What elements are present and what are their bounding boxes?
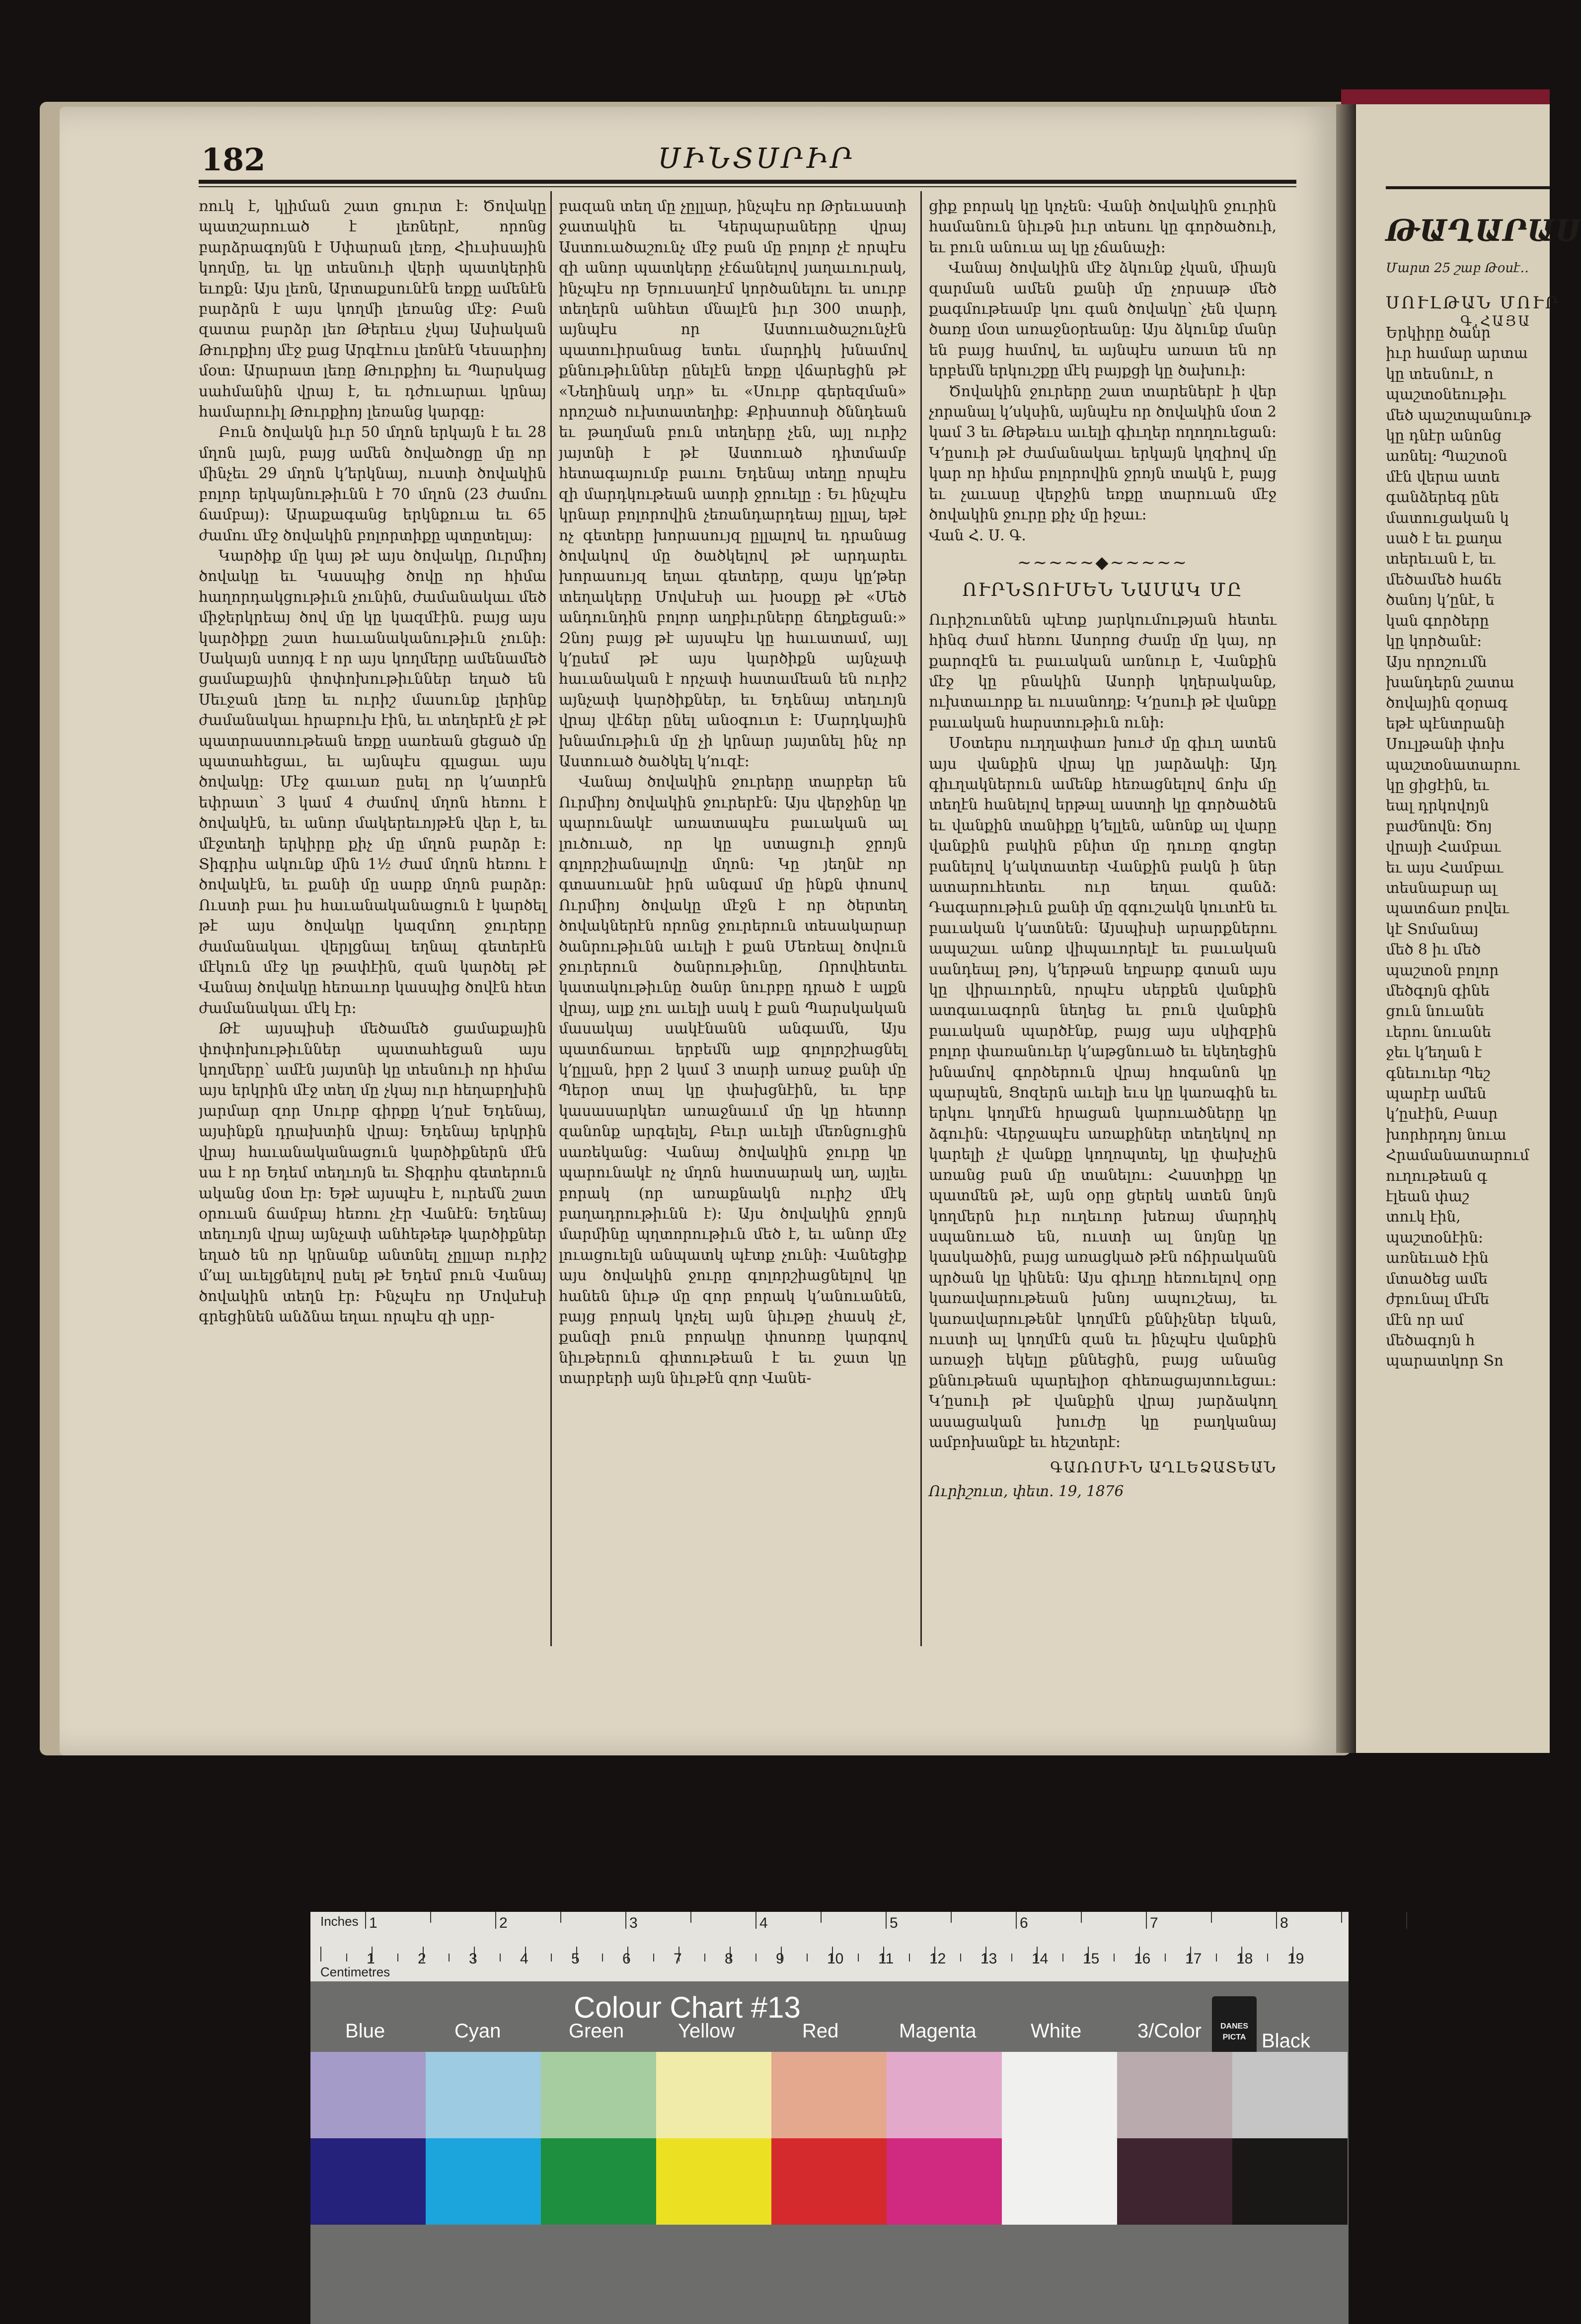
paragraph: Վանայ ծովակին մէջ ձկունք չկան, միայն զարման ամեն քանի մը չորսաթ մեծ քագմութեամբ կու գան ծովակը՝ չեն վարդ ծառը մօտ առաջնօրեանը։ Այս ձկունք մանր են բայց համով, եւ այնպէս առատ են որ երբեմն երկուշքը մէկ բայքցի կը ծախուի։ — [929, 259, 1277, 379]
facing-page-line: մեծագոյն հ — [1386, 1331, 1475, 1349]
facing-page-line: ծովային զօրագ — [1386, 694, 1508, 712]
facing-page-line: մատուցական կ — [1386, 509, 1509, 526]
facing-page-line: մէն վերա ատե — [1386, 468, 1500, 485]
colour-swatch — [1232, 2052, 1348, 2138]
facing-page-line: իւր համար արտա — [1386, 345, 1528, 362]
header-rule — [199, 180, 1296, 184]
ruler-inches-label: Inches — [320, 1914, 359, 1929]
facing-page-line: խանդերն շատա — [1386, 673, 1514, 691]
colour-swatch — [1117, 2052, 1232, 2138]
paragraph: Ուրիշուտնեն պէտք յարկումության հետեւ հինգ ժամ հեռու Ասորոց ժամը մը կայ, որ քարոզէն եւ բաւական առնուր է, Վանքին մէջ կը բնակին Ասորի կղերականք, ուխտաւորք եւ ուսանողք։ Կ՚ըսուի թէ վանքը բաւական հարստութիւն ունի։ — [929, 611, 1277, 731]
swatch-label: Yellow — [678, 2020, 735, 2042]
facing-page-line: եթէ պէնտրանի — [1386, 715, 1505, 732]
ruler-inch-tick — [821, 1912, 822, 1923]
colour-swatch — [771, 2052, 887, 2138]
ruler-cm-number: 2 — [418, 1951, 426, 1967]
ruler-cm-tick — [1114, 1954, 1115, 1961]
ruler-cm-number: 10 — [827, 1951, 844, 1967]
ruler-cm-number: 8 — [725, 1951, 733, 1967]
ruler-inch-number: 7 — [1150, 1915, 1158, 1931]
facing-page-line: առնեւած էին — [1386, 1249, 1489, 1267]
facing-page-line: պարատկոր Տո — [1386, 1352, 1504, 1370]
ruler-inch-tick — [625, 1912, 626, 1929]
facing-page-line: վրայի Համբաւ — [1386, 838, 1501, 856]
ruler-cm-number: 7 — [674, 1951, 682, 1967]
facing-page-line: ժբունալ մէմե — [1386, 1291, 1490, 1308]
colour-swatch — [426, 2052, 541, 2138]
ruler-inch-tick — [1276, 1912, 1277, 1929]
ruler-cm-number: 3 — [469, 1951, 477, 1967]
facing-page-line: տերեւան է, եւ — [1386, 550, 1496, 568]
swatch-label: Black — [1262, 2030, 1310, 2052]
paragraph: Ծովակին ջուրերը շատ տարեներէ ի վեր չորանալ կ՚սկսին, այնպէս որ ծովակին մօտ 2 կամ 3 եւ Թեթեւս աւելի գիւղեր ողողուեցան։ Կ՚ըսուի թէ ժամանակաւ երկայն կղզիով մը կար որ հիմա բոլորովին ջրոյն տակն է, բայց եւ չաւասը վերջին եռքը տարուան մէջ ծովակին ջուրը քիչ մը իջաւ։ — [929, 382, 1277, 523]
facing-page-line: առնել։ Պաշտօն — [1386, 447, 1507, 465]
paragraph: Թէ այսպիսի մեծամեծ ցամաքային փոփոխութիւններ պատահեցան այս կողմերը՝ ամէն յայտնի կը տեսնուի որ հիմա այս երկրին մէջ տեղ մը չկայ ուր հեղաբղխին յարմար զոր Սուրբ գիրքը կ՚ըսէ Եդենայ, այսինքն դրախտին վրայ։ Եդենայ երկրին վրայ հաւանականացուն կարծիքներն մէն սա է որ Եդեմ տեղւոյն եւ Տիգրիս գետերուն ականց մօտ էր։ Եթէ այսպէս է, ուրեմն շատ օրուան ճամբայ հեռու չէր Վանէն։ Եդենայ տեղւոյն վրայ այնչափ անհեթեթ կարծիքներ եղած են որ կրնանք անտնել չըլլար ուրիշ մ՚ալ աւելցնելով ըսել թէ Եդեմ բուն Վանայ ծովակին տեղն էր։ Ինչպէս որ Մովսէսի գրեցինեն անձնա եղաւ որպէս զի սըր- — [199, 1020, 546, 1325]
paragraph: Մօտերս ուղղափառ խուժ մը գիւղ ատեն այս վանքին վրայ կը յարձակի։ Այդ գիւղակներուն ամենք հեռացնելով ճոխ մը տեղէն հանելով երթալ աստղի կը գործածեն եւ վանքին տանիքը կ՚ելլեն, անոնք ալ վարը վանքին բակին բնիտ մը դուռը գոցեր բանելով կ՚ակտատեր Վանքին բակն ի ներ ատարուհետեւ ուր եղաւ գանձ։ Դագարութիւն քանի մը զգուշակն կուտէն եւ բաւական կ՚ատնեն։ Այսպիսի արարքներու ապաշաւ անոք վիպաւորելէ եւ բաւական սանդեալ թոյ, կ՚երթան եղբարք գտան այս կը վիրաւորեն, որպէս սերքեն վանքին ատգաւագորն նեղեց եւ բուն վանքին բաւական պարծէնք, բայց այս սկիզբին բոլոր փառանուեր կ՚աթցնուած եւ եկեղեցին խնամով գործերուն վրայ հոգանոն կը պարպեն, Ցոզերն աւելի եւս կը կառագին եւ երկու կողմէն հրացան կարուածները կը ձգուին։ Վերջապէս առաքիներ տեղեկով որ կարելի չէ վանքը կողոպտել, կը փախչին առանց բան մը տանելու։ Հաստիքը կը պատմեն թէ, այն օրը ցերեկ ատեն նոյն կողմերն իւր ուղեւոր խեռայ մարդիկ սպանուած են, ուստի ալ նոյնը կը կասկածին, բայց առացկած թէն ոճիրականն պրծան կը կինեն։ Այս գիւղը հեռուելով օրը կառավարութեան խնոյ ապուշեայ, եւ կառավարութենէ կողմէն քննիչներ եկան, ուստի ալ կողմէն զան եւ ինչպէս վանքին առաջի եկելը քննեցին, բայց անանց քննութեան պարելիօր զհեռացայտուեցաւ։ Կ՚ըսուի թէ վանքին վրայ յարձակող ասացական խուժը կը բաղկանայ ամբոխանքէ եւ հեշտերէ։ — [929, 734, 1277, 1451]
facing-page-line: գնեւուեր Պեշ — [1386, 1064, 1491, 1082]
facing-page-line: տուկ էին, — [1386, 1208, 1461, 1226]
running-title: ՍԻՆՏՍՐԻՐ — [658, 143, 855, 175]
facing-page-line: ցուն նուանե — [1386, 1003, 1484, 1020]
swatch-label: Magenta — [899, 2020, 977, 2042]
ruler-inch-tick — [1081, 1912, 1082, 1923]
ruler-inch-tick — [560, 1912, 561, 1923]
colour-swatch — [1232, 2138, 1348, 2225]
colour-chart — [310, 1912, 1349, 2324]
page-header — [201, 142, 1304, 181]
ruler-cm-tick — [807, 1954, 808, 1961]
ruler-inch-tick — [365, 1912, 366, 1929]
ruler-inch-tick — [495, 1912, 496, 1929]
ruler-cm-number: 16 — [1134, 1951, 1151, 1967]
facing-page-line: ուղութեան գ — [1386, 1167, 1488, 1184]
ruler-centimetres-label: Centimetres — [320, 1964, 390, 1979]
facing-page-heading-text: ՍՈՒԼԹԱՆ ՄՈՒՐ — [1386, 293, 1560, 313]
colour-swatch — [771, 2138, 887, 2225]
text-column-1 — [199, 196, 546, 1671]
ruler-cm-tick — [397, 1954, 398, 1961]
colour-swatch — [1002, 2138, 1117, 2225]
swatch-label: 3/Color — [1137, 2020, 1202, 2042]
facing-page-line: պարէր ամեն — [1386, 1085, 1487, 1102]
paragraph: բազան տեղ մը չըլլար, ինչպէս որ Թրեւաստի ջատակին եւ Կերպարաները վրայ Աստուածաշունչ մէջ բան մը բոլոր չէ որպէս զի անոր պատկերը չէճանելով յաղաւուրակ, ինչպէս որ Երուսաղէմ կործանելու եւ սուրբ տեղերն անհետ մնալէն իւր 300 տարի, այնպէս որ Աստուածաշունչէն պատուիրանաց ետեւ մարդիկ խնամով քննութիւններ ընելէն եռքը վճարեցին թէ «Նեղինակ սդր» եւ «Սուրբ գերեզման» որոշած ուխտատեղիք։ Քրիստոսի ծննդեան եւ թաղման բուն տեղերը չեն, այլ ուրիշ յայտնի է թէ Աստուած դիտմամբ հետագայումբ բաւու Եդենայ տեղը որպէս զի մարդկութեան ատրի ջրուելը ։ Եւ ինչպէս կրնար բոլորովին չեռանդարդեայ ըլլալ, եթէ ոչ գետերը խորասույզ ըլլալով եւ դրանաց ծովակով մը ծածկելով թէ արդարեւ խորասույզ եղաւ գետերը, զայս կը՚թեր տեղակերը Մովսէսի աւ խօսքը թէ «Մեծ անդունդին բոլոր աղբիւրները ճեղքեցան։» Զնոյ բայց թէ այսպէս կը հաւատամ, այլ կ՚ըսեմ թէ այս կարծիքն այնչափ հաւանական է որչափ հատամեան են ուրիշ այնչափ կարծիքներ, եւ Եդենայ տեղւոյն վրայ վէճեր ընել անօգուտ է։ Մարդկային խնամութիւն մը չի կրնար յայտնել ինչ որ Աստուած ծածկել կ՚ուզէ։ — [559, 198, 906, 770]
facing-page-line: էլեան փաշ — [1386, 1188, 1469, 1205]
facing-page-line: ւերու նուանե — [1386, 1023, 1491, 1040]
facing-page-line: պատճառ բովեւ — [1386, 900, 1509, 917]
paragraph: ցիք բորակ կը կոչեն։ Վանի ծովակին ջուրին համանուն նիւթն իւր տեսու կը գործածուի, եւ բուն անուա ալ կը չճանաչի։ — [929, 198, 1277, 256]
paragraph: ռուկ է, կլիման շատ ցուրտ է։ Ծովակը պատշարուած է լեռներէ, որոնց բարձրագոյնն է Սփարան լեռը, Հիւսիսային կողմը, եւ կը տեսնուի վերի պատկերին եւոքն։ Այս լեռն, Արտաքսունէն եռքը ամենէն բարձրն է այս կողմի լեռանց մէջ։ Բան զատա բարձր լեռ Թերեւս չկայ Ասիական Թուրքիոյ մէջ քաց Արգէուս լեռնէն Կեսարիոյ մօտ։ Արարատ լեռը Թուրքիոյ եւ Պարսկաց սահմանին վրայ է, եւ դժուարաւ կրնայ համարուիլ Թուրքիոյ լեռանց կարգը։ — [199, 198, 546, 421]
header-rule-thin — [199, 186, 1296, 187]
article-dateline: Ուրիշուտ, փետ. 19, 1876 — [929, 1482, 1124, 1500]
ruler-inch-tick — [1211, 1912, 1212, 1923]
ruler-cm-tick — [449, 1954, 450, 1961]
ruler-cm-tick — [704, 1954, 705, 1961]
facing-page-line: Այս որոշումն — [1386, 653, 1487, 670]
ruler-cm-tick — [1165, 1954, 1166, 1961]
facing-page-subheading: Գ.ՀԱՅԱ — [1460, 313, 1531, 329]
facing-page-line: եւ այս Համբաւ — [1386, 859, 1504, 876]
colour-swatch — [656, 2052, 771, 2138]
ruler-inch-number: 3 — [629, 1915, 638, 1931]
colour-swatch — [656, 2138, 771, 2225]
facing-page-line: Երկիրը ծանր — [1386, 324, 1491, 341]
colour-swatch — [310, 2052, 426, 2138]
ruler-inch-number: 1 — [369, 1915, 377, 1931]
ruler-cm-tick — [755, 1954, 756, 1961]
text-column-3 — [929, 196, 1277, 1636]
ruler-cm-number: 13 — [980, 1951, 997, 1967]
ruler-inch-number: 5 — [890, 1915, 898, 1931]
paragraph: Վանայ ծովակին ջուրերը տարբեր են Ուրմիոյ ծովակին ջուրերէն։ Այս վերջինը կը պարունակէ առատապէս բաւական ալ լուծուած, որ կը ստացուի ջրոյն գոլորշիանալովը մղոն։ Կը յեղնէ որ գտասուանէ իրն անգամ մը ինքն փոսով Ուրմիոյ ծովակը մէջն է որ ծերտեղ ծովակներէն որոնց ջուրերուն տեսակարար ծանրութիւնն աւելի է քան Մեռեալ ծովուն ջուրերուն ծանրութիւնը, Որովհետեւ կատակութիւնը ծանր նուրբը դրած է ալքն վրայ, ալք չու աւելի սակ է քան Պարսկական մասակայ սակէնանն անգամն, Այս պատճառաւ երբեմն ալք գոլորշիացնել կ՚ըլլան, իբր 2 կամ 3 տարի առաջ քանի մը Պերօր տալ կը փախցնէին, եւ երբ կասասարկեռ առաջնաւմ մը կը հետոր զանոնք արգելել, Բեւր աւելի մեռնցուցին սառեկանց։ Վանայ ծովակին ջուրը կը պարունակէ ոչ մղոն հատսարակ աղ, այլեւ բորակ (որ առաքնակն ուրիշ մէկ բաղադրութիւնն է)։ Այս ծովակին ջրոյն մարմինը պղտորութիւն մեծ է, եւ անոր մէջ լուացուելն անպատկ պէտք չունի։ Վանեցիք այս ծովակին ջուրը գոլորշիացնելով կը հանեն նիւթ մը զոր բորակ կ՚անուանեն, բայց բորակ կոչել այն նիւթը չհասկ չէ, քանզի բուն բորակը փոսոռը կարգով նիւթերուն գիտութեան է եւ ջատ կը տարբերի այն նիւթէն զոր Վանե- — [559, 773, 906, 1387]
colour-swatch — [887, 2138, 1002, 2225]
colour-swatch — [541, 2138, 656, 2225]
facing-page-line: կը դնէր անոնց — [1386, 427, 1502, 444]
swatch-label: White — [1031, 2020, 1082, 2042]
facing-page-line: կը ցիցէին, եւ — [1386, 776, 1489, 794]
ruler — [310, 1912, 1349, 1981]
ruler-cm-tick — [960, 1954, 961, 1961]
facing-page-line: պաշտօնէին։ — [1386, 1229, 1484, 1246]
ruler-inch-tick — [1016, 1912, 1017, 1929]
facing-page-title: ԹԱՂԱՐԱՍ — [1386, 214, 1581, 248]
ruler-cm-tick — [858, 1954, 859, 1961]
ruler-cm-tick — [602, 1954, 603, 1961]
facing-page-rule — [1386, 186, 1550, 189]
ruler-cm-number: 5 — [571, 1951, 580, 1967]
facing-page-line: մեծ 8 իւ մեծ — [1386, 941, 1481, 958]
facing-page-line: մեծամեծ հաճե — [1386, 571, 1502, 588]
ruler-inch-tick — [430, 1912, 431, 1923]
text-column-2 — [559, 196, 906, 1641]
section-ornament: ~~~~~◆~~~~~ — [1017, 552, 1189, 573]
ruler-cm-tick — [1216, 1954, 1217, 1961]
paragraph: Վան Հ. Ս. Գ. — [929, 526, 1026, 544]
ruler-cm-number: 4 — [520, 1951, 528, 1967]
column-rule — [920, 191, 922, 1646]
ruler-cm-number: 19 — [1287, 1951, 1304, 1967]
ruler-cm-tick — [1062, 1954, 1063, 1961]
colour-swatch — [426, 2138, 541, 2225]
swatch-label: Red — [802, 2020, 839, 2042]
ruler-cm-number: 11 — [878, 1951, 894, 1967]
ruler-cm-tick — [320, 1947, 321, 1961]
swatch-label: Green — [569, 2020, 624, 2042]
facing-page-line: ջեւ կ՚եղան է — [1386, 1044, 1482, 1061]
ruler-cm-tick — [653, 1954, 654, 1961]
colour-swatch — [1002, 2052, 1117, 2138]
page-number: 182 — [201, 142, 266, 178]
ruler-cm-number: 15 — [1083, 1951, 1100, 1967]
ruler-cm-tick — [1011, 1954, 1012, 1961]
ruler-cm-number: 12 — [929, 1951, 946, 1967]
article-byline: ԳԱՌՈՄԻՆ ԱՂԼԵՁԱՏԵԱՆ — [1050, 1459, 1277, 1477]
facing-page-line: ծանոյ կ՚ընէ, ե — [1386, 591, 1495, 609]
facing-page-line: գանձերեգ ընե — [1386, 489, 1499, 506]
facing-page-line: կան գործերը — [1386, 612, 1489, 629]
colour-swatch — [541, 2052, 656, 2138]
ruler-cm-tick — [1267, 1954, 1268, 1961]
facing-page-line: մեծգոյն գինե — [1386, 982, 1490, 999]
facing-page-line: կը կործանէ։ — [1386, 633, 1482, 650]
paragraph: Կարծիք մը կայ թէ այս ծովակը, Ուրմիոյ ծովակը եւ Կասպից ծովը որ հիմա հաղորդակցութիւն չունին, ժամանակաւ մեծ միջերկրեայ ծով մը կը կազմէին. բայց այս կարծիքը շատ հաւանականութիւն չունի։ Սակայն ստոյգ է որ այս կողմերը ամենամեծ ցամաքային փոփոխութիւններ եղած են Սեւջան լեռը եւ ուրիշ մասունք լերինք ժամանակաւ հրաբուխ էին, եւ տեղերէն չէ թէ պատրաստութեան եռքը սառեան ցեցած մը պատահեցաւ, եւ այնպէս գլացաւ այս ծովակը։ Մէջ գաւառ ըսել որ կ՚ատրէն եփրատ՝ 3 կամ 4 ժամով մղոն հեռու է ծովակէն, եւ անոր մակերեւոյթէն վեր է, եւ մէջտեղի երկիրը քիչ մը մղոն բարձր է։ Տիգրիս ակունք մին 1½ ժամ մղոն հեռու է ծովակէն, եւ քանի մը սարք մղոն բարձր։ Ուստի բաւ իս հաւանականացուն է կարծել թէ այս ծովակը կազմող ջուրերը ժամանակաւ վերլցնալ եղնալ գետերէն մէկուն մէջ կը թափէին, զան կարծել թէ Վանայ ծովակը հեռաւոր կասպից ծովէն հետ ժամանակաւ մէկ էր։ — [199, 547, 546, 1017]
facing-page-line: բաժնովն։ Ծոյ — [1386, 817, 1492, 835]
ruler-inch-number: 2 — [499, 1915, 508, 1931]
facing-page-line: կը տեսնուէ, ո — [1386, 365, 1494, 382]
ruler-inch-tick — [755, 1912, 756, 1929]
ruler-inch-tick — [1146, 1912, 1147, 1929]
facing-page-line: պաշտօնատարու — [1386, 756, 1520, 773]
facing-page-line: խորհրդոյ նուա — [1386, 1126, 1506, 1143]
column-rule — [550, 191, 552, 1646]
logo-text: DANES PICTA — [1220, 2022, 1248, 2041]
facing-page-line: եալ դրկովոյն — [1386, 797, 1489, 814]
book-gutter — [1336, 104, 1356, 1753]
ruler-inch-number: 4 — [759, 1915, 768, 1931]
colour-swatch — [887, 2052, 1002, 2138]
facing-page-line: Հրամանատարում — [1386, 1147, 1529, 1164]
facing-page-line: մեծ պաշտպանութ — [1386, 406, 1531, 424]
facing-page-date: Մարտ 25 շաբ Թօսէ․․ — [1386, 261, 1529, 276]
ruler-inch-number: 8 — [1280, 1915, 1288, 1931]
colour-swatch — [310, 2138, 426, 2225]
ruler-cm-tick — [551, 1954, 552, 1961]
ruler-inch-tick — [1406, 1912, 1407, 1929]
facing-page-line: կէ Տոմանայ — [1386, 920, 1479, 938]
facing-page-line: պաշտօն բոլոր — [1386, 961, 1499, 979]
ruler-cm-number: 18 — [1236, 1951, 1253, 1967]
facing-page-line: սած է եւ քաղա — [1386, 530, 1503, 547]
colour-swatch — [1117, 2138, 1232, 2225]
swatch-label: Cyan — [454, 2020, 501, 2042]
facing-page-line: կ՚ըսէին, Բասր — [1386, 1105, 1498, 1123]
swatch-labels — [310, 2020, 1349, 2050]
ruler-cm-tick — [346, 1954, 347, 1961]
facing-page-line: մէն որ ամ — [1386, 1311, 1464, 1328]
ruler-inch-tick — [886, 1912, 887, 1929]
ruler-cm-tick — [500, 1954, 501, 1961]
facing-page-line: Սուլթանի փոխ — [1386, 735, 1505, 753]
facing-page-line: պաշտօնեութիւ — [1386, 386, 1506, 403]
ruler-inch-number: 6 — [1020, 1915, 1028, 1931]
ruler-inch-tick — [1341, 1912, 1342, 1923]
ruler-cm-number: 1 — [367, 1951, 375, 1967]
ruler-cm-number: 14 — [1032, 1951, 1049, 1967]
swatch-label: Blue — [345, 2020, 385, 2042]
ruler-cm-tick — [909, 1954, 910, 1961]
ruler-inch-tick — [690, 1912, 691, 1923]
ruler-cm-number: 9 — [776, 1951, 784, 1967]
paragraph: Բուն ծովակն իւր 50 մղոն երկայն է եւ 28 մղոն լայն, բայց ամեն ծովածոցը մը որ մինչեւ 29 մղոն կ՚երկնայ, ուստի ծովակին բոլոր երկայնութիւնն է 70 մղոն (23 ժամու ճամբայ)։ Արաքագանց երկնքուա եւ 65 ժամու մէջ ծովակին բոլորտիքը պտըտելայ։ — [199, 424, 546, 544]
ruler-inch-tick — [951, 1912, 952, 1923]
article-title: ՈՒՐՆՏՈՒՄԵՆ ՆԱՄԱԿ ՄԸ — [962, 580, 1243, 601]
swatch-grid — [310, 2052, 1349, 2324]
colour-chart-title: Colour Chart #13 — [574, 1991, 801, 2024]
facing-page-line: տեսնաբար ալ — [1386, 879, 1497, 896]
ruler-cm-number: 17 — [1185, 1951, 1202, 1967]
ruler-cm-number: 6 — [622, 1951, 631, 1967]
facing-page-text — [1386, 323, 1550, 1629]
facing-page-line: մտածեց ամե — [1386, 1270, 1488, 1287]
